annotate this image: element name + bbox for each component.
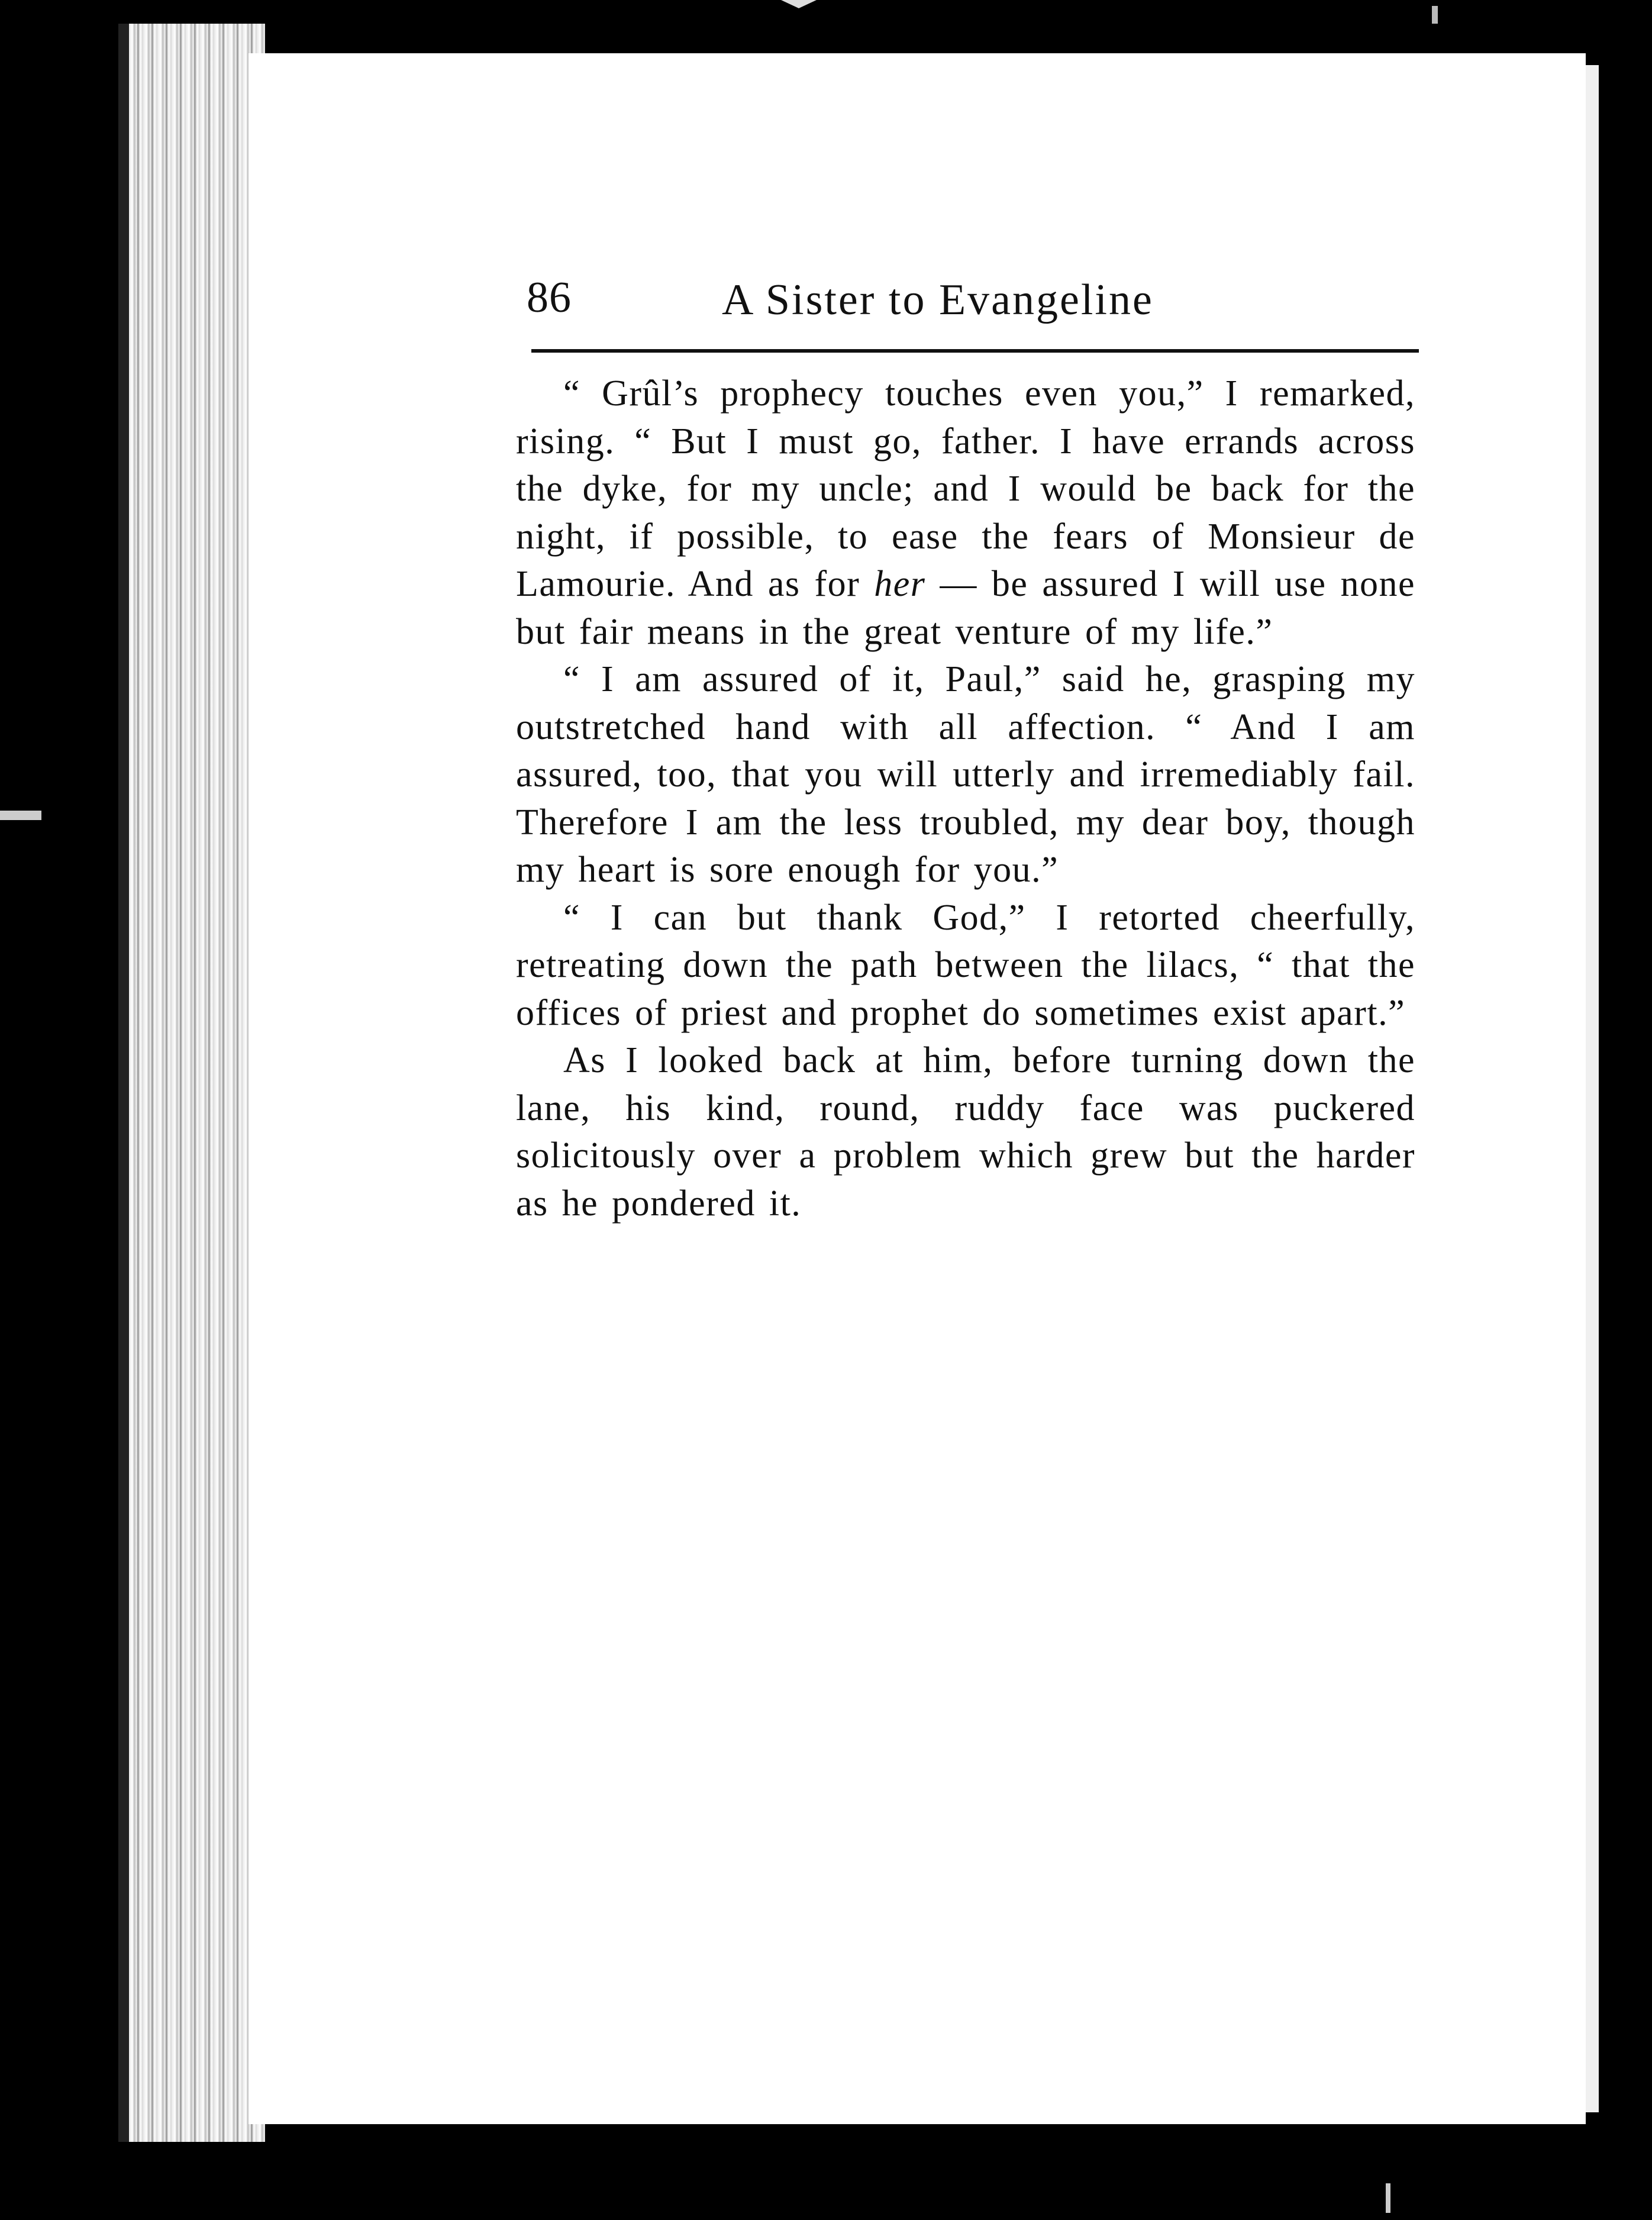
italic-her: her (874, 564, 926, 604)
header-rule (531, 349, 1419, 353)
page-header (527, 269, 1420, 340)
paragraph-3: “ I can but thank God,” I retorted cheerfully, retreating down the path between the lilacs, “ that the offices of priest and prophet do sometimes exist apart.” (516, 897, 1415, 1033)
paragraph-1 (516, 370, 1415, 656)
paragraph-2: “ I am assured of it, Paul,” said he, grasping my outstretched hand with all affection. “ And I am assured, too, that you will utterly and irremediably fail. Therefore I am the less troubled, my dear boy, though my heart is sore enough for you.” (516, 659, 1415, 890)
right-page-edge (1586, 65, 1599, 2112)
book-page-edges (118, 24, 265, 2142)
page-number: 86 (527, 273, 572, 322)
paragraph-4: As I looked back at him, before turning down the lane, his kind, round, ruddy face was puckered solicitously over a problem which grew but the harder as he pondered it. (516, 1040, 1415, 1224)
body-text (516, 370, 1415, 1227)
paragraph-1-text: “ Grûl’s prophecy touches even you,” I remarked, rising. “ But I must go, father. I have errands across the dyke, for my uncle; and I would be back for the night, if possible, to ease the fears of Monsieur de Lamourie. And as for (516, 373, 1415, 604)
paragraph-1-tail: — be assured I will use none but fair means in the great venture of my life.” (516, 564, 1415, 652)
running-title: A Sister to Evangeline (722, 276, 1154, 324)
